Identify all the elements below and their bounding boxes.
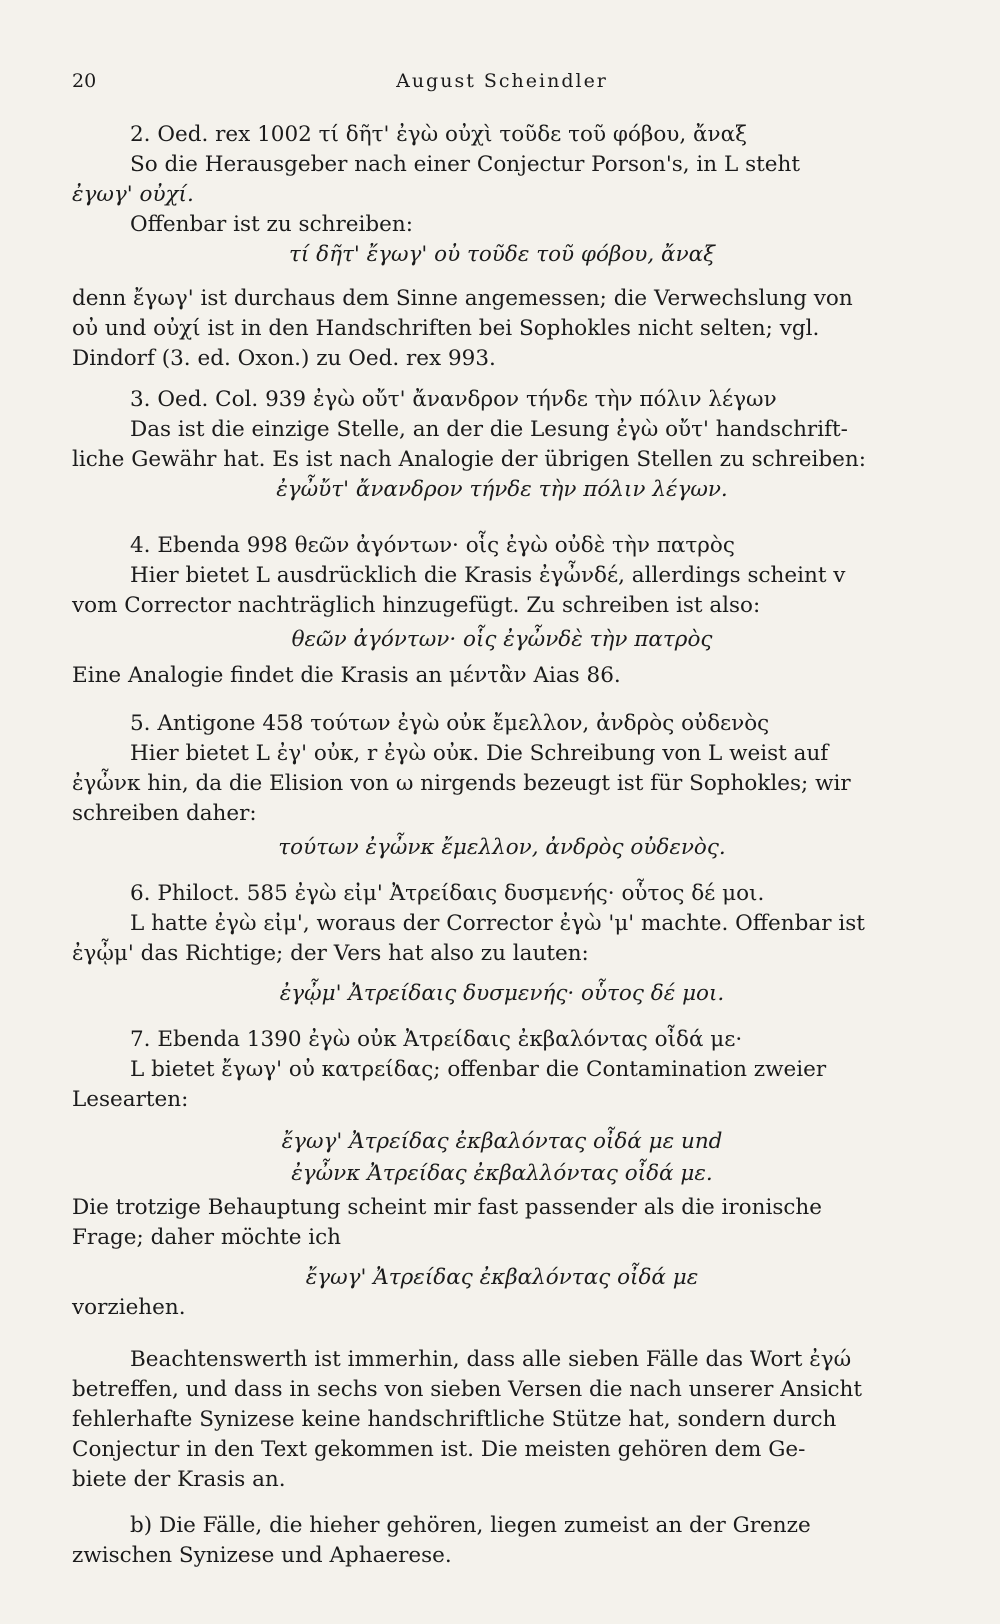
item-7-citation: 7. Ebenda 1390 ἐγὼ οὐκ Ἀτρείδαις ἐκβαλόντας οἶδά με· bbox=[130, 1027, 743, 1052]
text-line: οὐ und οὐχί ist in den Handschriften bei Sophokles nicht selten; vgl. bbox=[72, 316, 820, 341]
running-title: August Scheindler bbox=[396, 70, 608, 92]
greek-verse: τί δῆτ' ἔγωγ' οὐ τοῦδε τοῦ φόβου, ἄναξ bbox=[288, 242, 715, 267]
text-line: So die Herausgeber nach einer Conjectur Porson's, in L steht bbox=[130, 152, 800, 177]
text-line: L bietet ἔγωγ' οὐ κατρείδας; offenbar die Contamination zweier bbox=[130, 1057, 827, 1082]
item-3-citation: 3. Oed. Col. 939 ἐγὼ οὔτ' ἄνανδρον τήνδε τὴν πόλιν λέγων bbox=[130, 387, 777, 412]
text-line: Offenbar ist zu schreiben: bbox=[130, 212, 413, 237]
paragraph-line: betreffen, und dass in sechs von sieben Versen die nach unserer Ansicht bbox=[72, 1377, 863, 1402]
paragraph-line: Conjectur in den Text gekommen ist. Die meisten gehören dem Ge- bbox=[72, 1437, 806, 1462]
text-line: liche Gewähr hat. Es ist nach Analogie der übrigen Stellen zu schreiben: bbox=[72, 447, 866, 472]
item-6-citation: 6. Philoct. 585 ἐγὼ εἰμ' Ἀτρείδαις δυσμενής· οὗτος δέ μοι. bbox=[130, 881, 765, 906]
page-number: 20 bbox=[72, 70, 97, 92]
text-line: denn ἔγωγ' ist durchaus dem Sinne angemessen; die Verwechslung von bbox=[72, 286, 853, 311]
text-line: Eine Analogie findet die Krasis an μέντἂν Aias 86. bbox=[72, 663, 621, 688]
text-line: Lesearten: bbox=[72, 1087, 189, 1112]
greek-verse: ἔγωγ' Ἀτρείδας ἐκβαλόντας οἶδά με und bbox=[281, 1129, 723, 1154]
text-line: Die trotzige Behauptung scheint mir fast passender als die ironische bbox=[72, 1195, 822, 1220]
text-line: vom Corrector nachträglich hinzugefügt. Zu schreiben ist also: bbox=[72, 593, 761, 618]
text-line: Das ist die einzige Stelle, an der die Lesung ἐγὼ οὔτ' handschrift- bbox=[130, 417, 848, 442]
text-line: L hatte ἐγὼ εἰμ', woraus der Corrector ἐγὼ 'μ' machte. Offenbar ist bbox=[130, 911, 865, 936]
section-b-line: b) Die Fälle, die hieher gehören, liegen zumeist an der Grenze bbox=[130, 1513, 811, 1538]
text-line: Frage; daher möchte ich bbox=[72, 1225, 342, 1250]
greek-verse: ἐγὦνκ Ἀτρείδας ἐκβαλλόντας οἶδά με. bbox=[291, 1161, 713, 1186]
text-line: Hier bietet L ἐγ' οὐκ, r ἐγὼ οὐκ. Die Schreibung von L weist auf bbox=[130, 741, 829, 766]
paragraph-line: fehlerhafte Synizese keine handschriftliche Stütze hat, sondern durch bbox=[72, 1407, 837, 1432]
item-5-citation: 5. Antigone 458 τούτων ἐγὼ οὐκ ἔμελλον, ἀνδρὸς οὐδενὸς bbox=[130, 711, 770, 736]
greek-verse: ἔγωγ' Ἀτρείδας ἐκβαλόντας οἶδά με bbox=[305, 1265, 699, 1290]
greek-text-line: ἐγωγ' οὐχί. bbox=[72, 182, 194, 207]
item-4-citation: 4. Ebenda 998 θεῶν ἀγόντων· οἷς ἐγὼ οὐδὲ τὴν πατρὸς bbox=[130, 533, 735, 558]
greek-verse: τούτων ἐγὦνκ ἔμελλον, ἀνδρὸς οὐδενὸς. bbox=[278, 835, 726, 860]
section-b-line: zwischen Synizese und Aphaerese. bbox=[72, 1543, 452, 1568]
greek-verse: ἐγὦὔτ' ἄνανδρον τήνδε τὴν πόλιν λέγων. bbox=[276, 477, 728, 502]
text-line: ἐγὦνκ hin, da die Elision von ω nirgends bezeugt ist für Sophokles; wir bbox=[72, 771, 851, 796]
greek-verse: θεῶν ἀγόντων· οἷς ἐγὦνδὲ τὴν πατρὸς bbox=[291, 627, 713, 652]
item-2-citation: 2. Oed. rex 1002 τί δῆτ' ἐγὼ οὐχὶ τοῦδε τοῦ φόβου, ἄναξ bbox=[130, 122, 747, 147]
text-line: vorziehen. bbox=[72, 1295, 186, 1320]
page-header bbox=[72, 70, 932, 100]
paragraph-line: Beachtenswerth ist immerhin, dass alle sieben Fälle das Wort ἐγώ bbox=[130, 1347, 852, 1372]
text-line: Hier bietet L ausdrücklich die Krasis ἐγὦνδέ, allerdings scheint v bbox=[130, 563, 846, 588]
text-line: Dindorf (3. ed. Oxon.) zu Oed. rex 993. bbox=[72, 346, 496, 371]
greek-verse: ἐγᾦμ' Ἀτρείδαις δυσμενής· οὗτος δέ μοι. bbox=[279, 981, 725, 1006]
paragraph-line: biete der Krasis an. bbox=[72, 1467, 286, 1492]
text-line: schreiben daher: bbox=[72, 801, 257, 826]
text-line: ἐγᾦμ' das Richtige; der Vers hat also zu lauten: bbox=[72, 941, 589, 966]
